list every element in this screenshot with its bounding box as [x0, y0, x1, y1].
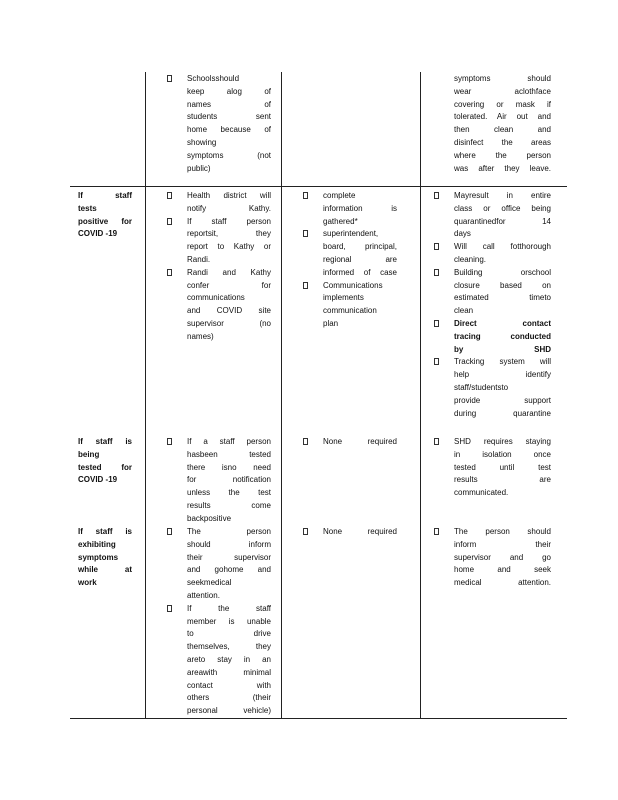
row-2-actions-cell [434, 436, 551, 500]
bullet-box-icon [434, 320, 439, 327]
bullet-line: class or office being [454, 203, 551, 213]
bullet-box-icon [303, 282, 308, 289]
bullet-line: home because of [187, 125, 271, 135]
bullet-line: Will call fotthorough [454, 242, 551, 252]
bullet-item [167, 190, 271, 216]
bullet-line: report to Kathy or [187, 242, 271, 252]
bullet-box-icon [167, 438, 172, 445]
bullet-box-icon [434, 192, 439, 199]
bullet-item [167, 526, 271, 603]
bullet-line: communication [323, 306, 377, 316]
bullet-box-icon [434, 269, 439, 276]
bullet-line: communications [187, 293, 245, 303]
bullet-item [303, 280, 397, 331]
bullet-item [167, 73, 271, 175]
row-2-who-cell [167, 436, 271, 526]
bullet-line: tracing conducted [454, 331, 551, 341]
bullet-line: by SHD [454, 344, 551, 354]
bullet-box-icon [434, 243, 439, 250]
row-label-line: while at [78, 565, 132, 575]
bullet-line: hasbeen tested [187, 449, 271, 459]
bullet-item [167, 603, 271, 718]
bullet-line: If a staff person [187, 437, 271, 446]
row-label-line: work [78, 578, 97, 588]
bullet-line: board, principal, [323, 242, 397, 252]
row-label-line: tests [78, 203, 97, 213]
bullet-line: symptoms (not [187, 150, 271, 160]
bullet-line: Communications [323, 280, 383, 290]
bullet-item [303, 436, 397, 449]
column-rule [281, 72, 282, 718]
bullet-line: clean [454, 306, 474, 316]
bullet-item [434, 436, 551, 500]
bullet-line: disinfect the areas [454, 137, 551, 147]
bullet-line: Direct contact [454, 318, 551, 328]
bullet-line: information is [323, 203, 397, 213]
bullet-line: in isolation once [454, 449, 551, 459]
bullet-box-icon [167, 75, 172, 82]
bullet-line: backpositive [187, 513, 232, 523]
row-2-label [78, 436, 132, 487]
row-0-who-cell [167, 73, 271, 175]
bullet-box-icon [167, 192, 172, 199]
bullet-line: closure based on [454, 280, 551, 290]
bullet-item [434, 73, 551, 175]
bullet-line: themselves, they [187, 642, 271, 652]
bullet-line: tested until test [454, 462, 551, 472]
bullet-line: to drive [187, 629, 271, 639]
bullet-line: unless the test [187, 488, 271, 498]
bullet-box-icon [434, 528, 439, 535]
bullet-line: The person [187, 527, 271, 536]
bullet-line: estimated timeto [454, 293, 551, 303]
bullet-line: was after they leave. [454, 163, 551, 173]
bullet-item [434, 267, 551, 318]
bullet-line: quarantinedfor 14 [454, 216, 551, 226]
bullet-box-icon [303, 192, 308, 199]
bullet-line: plan [323, 318, 339, 328]
row-1-label [78, 190, 132, 241]
bullet-line: gathered* [323, 216, 358, 226]
bullet-line: help identify [454, 370, 551, 380]
bullet-line: for notification [187, 475, 271, 485]
bullet-line: The person should [454, 527, 551, 536]
bullet-line: contact with [187, 680, 271, 690]
bullet-box-icon [303, 438, 308, 445]
bullet-item [434, 356, 551, 420]
bullet-line: names) [187, 331, 214, 341]
bullet-line: home and seek [454, 565, 551, 575]
bullet-line: public) [187, 163, 211, 173]
bullet-line: None required [323, 527, 397, 536]
bullet-line: Tracking system will [454, 357, 551, 367]
bullet-box-icon [167, 605, 172, 612]
bullet-line: implements [323, 293, 364, 303]
row-label-line: exhibiting [78, 539, 116, 549]
bullet-line: superintendent, [323, 229, 379, 239]
row-label-line: COVID -19 [78, 475, 118, 485]
bullet-line: during quarantine [454, 408, 551, 418]
bullet-line: regional are [323, 254, 397, 264]
bullet-line: and COVID site [187, 306, 271, 316]
bullet-line: provide support [454, 395, 551, 405]
bullet-line: covering or mask if [454, 99, 551, 109]
row-3-label [78, 526, 132, 590]
bullet-line: staff/studentsto [454, 382, 509, 392]
bullet-line: results are [454, 475, 551, 485]
bullet-line: Mayresult in entire [454, 191, 551, 200]
bullet-line: member is unable [187, 616, 271, 626]
row-label-line: symptoms [78, 552, 119, 562]
bullet-box-icon [434, 438, 439, 445]
bullet-line: symptoms should [454, 74, 551, 83]
bullet-line: If staff person [187, 216, 271, 226]
bullet-line: If the staff [187, 603, 271, 613]
bullet-line: there isno need [187, 462, 271, 472]
bullet-item [167, 267, 271, 344]
bullet-line: cleaning. [454, 254, 487, 264]
row-label-line: positive for [78, 216, 132, 226]
row-1-who-cell [167, 190, 271, 344]
bullet-box-icon [434, 358, 439, 365]
row-2-what-cell [303, 436, 397, 449]
bullet-line: tolerated. Air out and [454, 112, 551, 122]
bullet-item [303, 228, 397, 279]
row-1-what-cell [303, 190, 397, 331]
bullet-line: keep alog of [187, 86, 271, 96]
bullet-line: communicated. [454, 488, 509, 498]
bullet-line: attention. [187, 590, 220, 600]
bullet-item [303, 190, 397, 228]
bullet-item [303, 526, 397, 539]
bullet-item [434, 318, 551, 356]
bullet-line: showing [187, 137, 217, 147]
row-label-line: being [78, 449, 100, 459]
bullet-line: SHD requires staying [454, 437, 551, 446]
row-rule [70, 718, 567, 719]
bullet-line: reportsit, they [187, 229, 271, 239]
bullet-line: Schoolsshould [187, 74, 240, 83]
row-label-line: COVID -19 [78, 229, 118, 239]
bullet-line: areawith minimal [187, 667, 271, 677]
bullet-line: their supervisor [187, 552, 271, 562]
bullet-item [434, 526, 551, 590]
bullet-line: personal vehicle) [187, 706, 271, 716]
bullet-line: supervisor and go [454, 552, 551, 562]
row-1-actions-cell [434, 190, 551, 420]
row-label-line: If staff is [78, 437, 132, 446]
bullet-line: informed of case [323, 267, 397, 277]
bullet-line: others (their [187, 693, 271, 703]
bullet-box-icon [167, 269, 172, 276]
bullet-line: None required [323, 437, 397, 446]
bullet-item [167, 216, 271, 267]
bullet-line: supervisor (no [187, 318, 271, 328]
bullet-line: Randi and Kathy [187, 267, 271, 277]
bullet-item [434, 241, 551, 267]
row-label-line: If staff [78, 191, 132, 200]
row-label-line: tested for [78, 462, 132, 472]
bullet-line: results come [187, 500, 271, 510]
bullet-line: should inform [187, 539, 271, 549]
row-3-what-cell [303, 526, 397, 539]
bullet-item [434, 190, 551, 241]
row-3-actions-cell [434, 526, 551, 590]
bullet-box-icon [303, 230, 308, 237]
bullet-line: Building orschool [454, 267, 551, 277]
row-rule [70, 186, 567, 187]
bullet-box-icon [167, 218, 172, 225]
row-label-line: If staff is [78, 527, 132, 536]
row-3-who-cell [167, 526, 271, 718]
row-0-actions-cell [434, 73, 551, 175]
bullet-box-icon [303, 528, 308, 535]
bullet-line: Randi. [187, 254, 211, 264]
bullet-line: and gohome and [187, 565, 271, 575]
bullet-line: areto stay in an [187, 654, 271, 664]
bullet-line: days [454, 229, 471, 239]
bullet-line: names of [187, 99, 271, 109]
column-rule [420, 72, 421, 718]
bullet-line: where the person [454, 150, 551, 160]
bullet-line: inform their [454, 539, 551, 549]
bullet-line: Health district will [187, 191, 271, 200]
column-rule [145, 72, 146, 718]
bullet-line: wear aclothface [454, 86, 551, 96]
bullet-line: medical attention. [454, 578, 551, 588]
bullet-line: then clean and [454, 125, 551, 135]
bullet-line: seekmedical [187, 578, 232, 588]
bullet-item [167, 436, 271, 526]
bullet-box-icon [167, 528, 172, 535]
bullet-line: confer for [187, 280, 271, 290]
bullet-line: notify Kathy. [187, 203, 271, 213]
bullet-line: students sent [187, 112, 271, 122]
bullet-line: complete [323, 191, 356, 200]
